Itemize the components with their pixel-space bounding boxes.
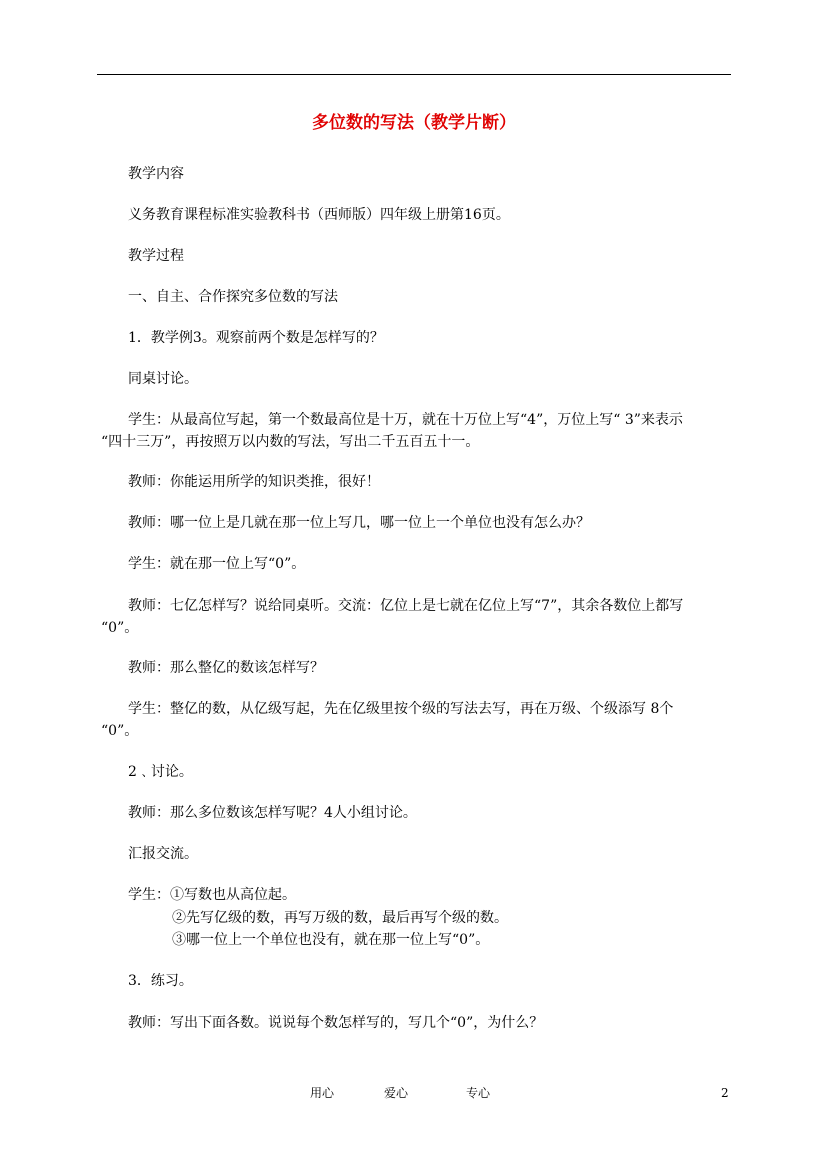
paragraph: 教师：七亿怎样写？说给同桌听。交流：亿位上是七就在亿位上写“7”，其余各数位上都写 [128,598,684,614]
paragraph: 同桌讨论。 [128,371,198,387]
paragraph: 义务教育课程标准实验教科书（西师版）四年级上册第16页。 [128,207,510,223]
page-number: 2 [721,1086,729,1100]
header-rule [97,74,731,75]
paragraph: 学生：从最高位写起，第一个数最高位是十万，就在十万位上写“4”，万位上写“ 3”来表示 [128,412,683,428]
paragraph: 教师：哪一位上是几就在那一位上写几，哪一位上一个单位也没有怎么办？ [128,515,590,531]
paragraph: 教师：那么整亿的数该怎样写？ [128,660,324,676]
document-title: 多位数的写法（教学片断） [312,113,516,133]
list-item: ③哪一位上一个单位也没有，就在那一位上写“0”。 [172,932,490,948]
paragraph: 汇报交流。 [128,846,198,862]
footer-motto: 用心 [310,1086,335,1100]
paragraph: 教师：写出下面各数。说说每个数怎样写的，写几个“0”，为什么？ [128,1015,544,1031]
paragraph-continuation: “四十三万”，再按照万以内数的写法，写出二千五百五十一。 [101,434,480,450]
paragraph-continuation: “0”。 [101,620,139,636]
paragraph: 学生：就在那一位上写“0”。 [128,556,306,572]
paragraph: 3．练习。 [128,973,193,989]
paragraph: 教学过程 [128,248,184,264]
paragraph: 学生：整亿的数，从亿级写起，先在亿级里按个级的写法去写，再在万级、个级添写 8个 [128,701,674,717]
paragraph: 1．教学例3。观察前两个数是怎样写的？ [128,330,384,346]
paragraph: 2﹑讨论。 [128,764,193,780]
paragraph-continuation: “0”。 [101,723,139,739]
footer-motto: 爱心 [384,1086,409,1100]
paragraph: 教学内容 [128,166,184,182]
paragraph: 一、自主、合作探究多位数的写法 [128,289,338,305]
footer-motto: 专心 [466,1086,491,1100]
paragraph: 教师：那么多位数该怎样写呢？4人小组讨论。 [128,805,417,821]
list-item: ②先写亿级的数，再写万级的数，最后再写个级的数。 [172,910,508,926]
paragraph: 学生：①写数也从高位起。 [128,887,296,903]
paragraph: 教师：你能运用所学的知识类推，很好！ [128,474,380,490]
